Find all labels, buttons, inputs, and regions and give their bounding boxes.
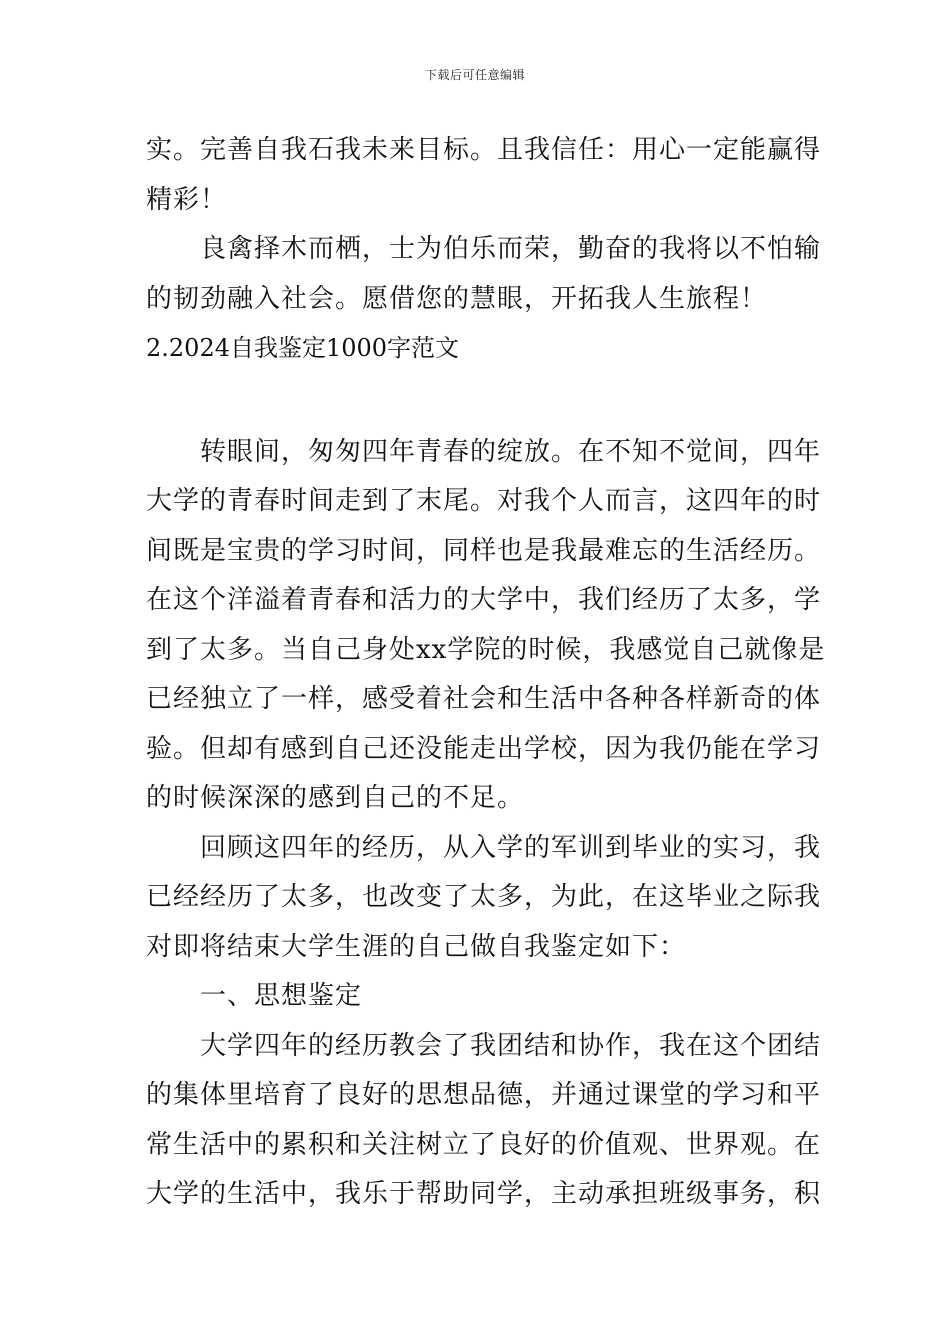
paragraph-line: 回顾这四年的经历，从入学的军训到毕业的实习，我 (200, 832, 822, 863)
paragraph-line: 间既是宝贵的学习时间，同样也是我最难忘的生活经历。 (146, 535, 822, 566)
paragraph-line: 常生活中的累积和关注树立了良好的价值观、世界观。在 (146, 1129, 822, 1160)
paragraph-line: 转眼间，匆匆四年青春的绽放。在不知不觉间，四年 (200, 436, 822, 467)
paragraph-line: 对即将结束大学生涯的自己做自我鉴定如下： (146, 931, 687, 962)
paragraph-line: 的时候深深的感到自己的不足。 (146, 783, 525, 813)
paragraph-line: 的韧劲融入社会。愿借您的慧眼，开拓我人生旅程！ (146, 283, 768, 314)
paragraph-line: 大学的青春时间走到了末尾。对我个人而言，这四年的时 (146, 486, 822, 516)
subsection-heading: 一、思想鉴定 (200, 981, 363, 1011)
paragraph-line: 实。完善自我石我未来目标。且我信任：用心一定能赢得 (146, 135, 822, 165)
paragraph-line: 的集体里培育了良好的思想品德，并通过课堂的学习和平 (146, 1080, 822, 1110)
paragraph-line: 大学的生活中，我乐于帮助同学，主动承担班级事务，积 (146, 1179, 822, 1209)
paragraph-line: 良禽择木而栖，士为伯乐而荣，勤奋的我将以不怕输 (200, 234, 822, 264)
paragraph-line: 大学四年的经历教会了我团结和协作，我在这个团结 (200, 1030, 822, 1061)
paragraph-line: 在这个洋溢着青春和活力的大学中，我们经历了太多，学 (146, 585, 822, 615)
paragraph-line: 精彩！ (146, 184, 228, 215)
document-body (146, 126, 826, 1220)
paragraph-line: 到了太多。当自己身处xx学院的时候，我感觉自己就像是 (146, 634, 826, 665)
blank-spacer (146, 374, 810, 428)
page-header-note: 下载后可任意编辑 (424, 68, 525, 82)
paragraph-line: 验。但却有感到自己还没能走出学校，因为我仍能在学习 (146, 733, 822, 764)
paragraph-line: 已经经历了太多，也改变了太多，为此，在这毕业之际我 (146, 882, 822, 912)
paragraph-line: 已经独立了一样，感受着社会和生活中各种各样新奇的体 (146, 684, 822, 714)
section-heading: 2.2024自我鉴定1000字范文 (146, 334, 460, 362)
